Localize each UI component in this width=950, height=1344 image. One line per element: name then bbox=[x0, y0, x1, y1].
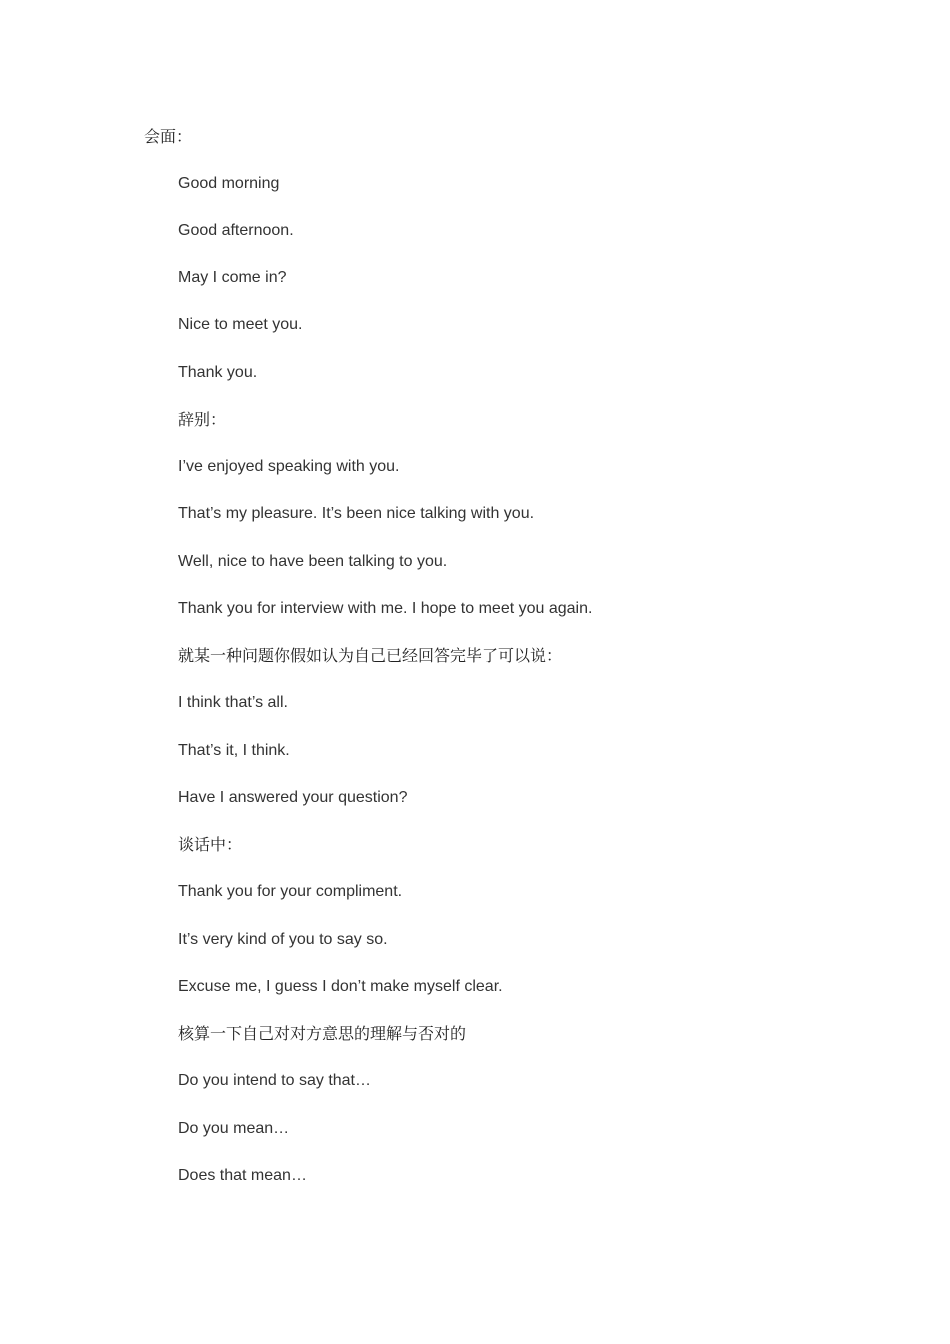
text-line: Do you intend to say that… bbox=[178, 1072, 371, 1089]
text-line: Thank you for interview with me. I hope to meet you again. bbox=[178, 600, 593, 617]
text-line: Thank you for your compliment. bbox=[178, 883, 403, 900]
text-line: It’s very kind of you to say so. bbox=[178, 931, 388, 948]
text-line: That’s my pleasure. It’s been nice talking with you. bbox=[178, 505, 535, 522]
section-heading-conversation: 谈话中： bbox=[178, 835, 243, 854]
text-line: Do you mean… bbox=[178, 1120, 290, 1137]
text-line: Nice to meet you. bbox=[178, 316, 303, 333]
text-line: Have I answered your question? bbox=[178, 789, 408, 806]
text-line: That’s it, I think. bbox=[178, 742, 290, 759]
text-line: Excuse me, I guess I don’t make myself clear. bbox=[178, 978, 503, 995]
section-heading-meeting: 会面： bbox=[144, 127, 193, 146]
text-line: Well, nice to have been talking to you. bbox=[178, 553, 448, 570]
text-line: I think that’s all. bbox=[178, 694, 288, 711]
text-line: Does that mean… bbox=[178, 1167, 307, 1184]
section-heading-check-understanding: 核算一下自己对对方意思的理解与否对的 bbox=[178, 1024, 467, 1043]
section-heading-farewell: 辞别： bbox=[178, 410, 227, 429]
text-line: Good morning bbox=[178, 175, 280, 192]
text-line: May I come in? bbox=[178, 269, 287, 286]
text-line: Good afternoon. bbox=[178, 222, 294, 239]
text-line: Thank you. bbox=[178, 364, 258, 381]
text-line: I’ve enjoyed speaking with you. bbox=[178, 458, 400, 475]
section-heading-finished-answer: 就某一种问题你假如认为自己已经回答完毕了可以说： bbox=[178, 646, 563, 665]
